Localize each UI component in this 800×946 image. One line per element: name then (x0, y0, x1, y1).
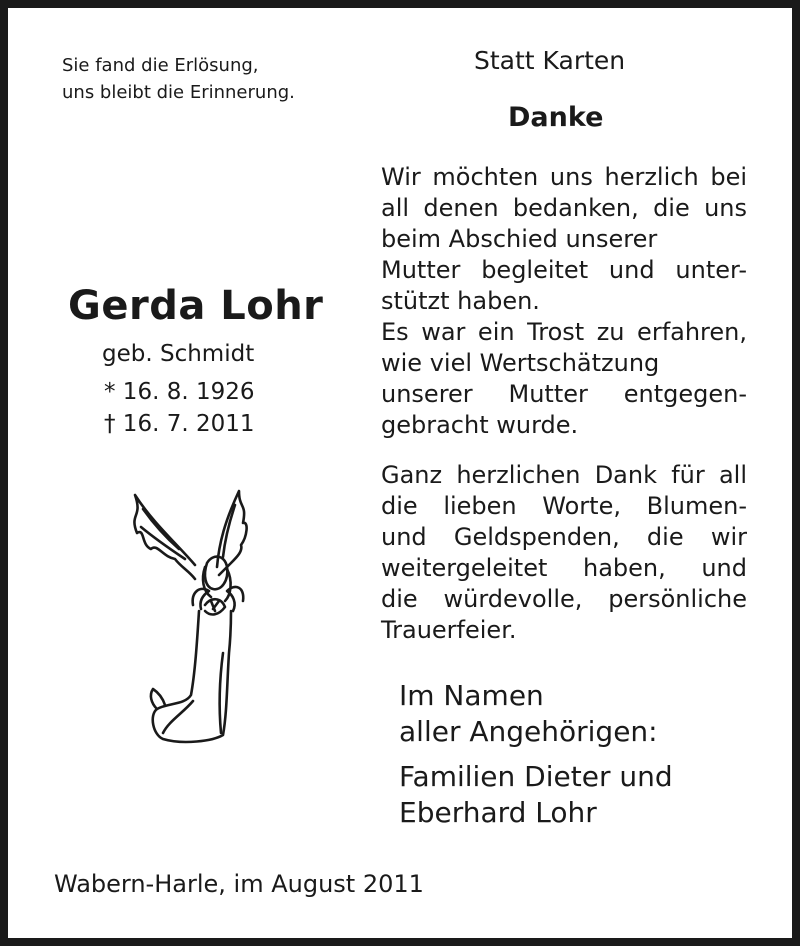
motto (62, 52, 295, 106)
statt-karten-heading: Statt Karten (474, 46, 626, 75)
death-date: † 16. 7. 2011 (104, 411, 255, 437)
paragraph-line: stützt haben. (381, 287, 540, 315)
paragraph-line: weitergeleitet haben, und (381, 554, 747, 582)
paragraph-line: Ganz herzlichen Dank für all (381, 461, 747, 489)
signature-line-2: aller Angehörigen: (399, 715, 658, 748)
paragraph-line: Mutter begleitet und unter- (381, 256, 747, 284)
danke-heading: Danke (508, 102, 604, 133)
paragraph-line: wie viel Wertschätzung (381, 349, 660, 377)
angel-icon (123, 483, 253, 753)
place-date: Wabern-Harle, im August 2011 (54, 870, 424, 898)
thanks-paragraph-2 (381, 460, 747, 646)
signature-line-3: Familien Dieter und (399, 760, 673, 793)
birth-date: * 16. 8. 1926 (104, 379, 255, 405)
paragraph-line: die lieben Worte, Blumen- (381, 492, 747, 520)
signature-line-4: Eberhard Lohr (399, 796, 597, 829)
motto-line-1: Sie fand die Erlösung, (62, 55, 259, 76)
paragraph-line: unserer Mutter entgegen- (381, 380, 747, 408)
thanks-paragraph-1 (381, 162, 747, 441)
signature-line-1: Im Namen (399, 679, 544, 712)
signature-families (399, 759, 673, 831)
paragraph-line: beim Abschied unserer (381, 225, 658, 253)
deceased-name: Gerda Lohr (68, 283, 324, 329)
paragraph-line: gebracht wurde. (381, 411, 579, 439)
signature-intro (399, 678, 658, 750)
paragraph-line: Es war ein Trost zu erfahren, (381, 318, 747, 346)
paragraph-line: Trauerfeier. (381, 616, 517, 644)
paragraph-line: Wir möchten uns herzlich bei (381, 163, 747, 191)
paragraph-line: und Geldspenden, die wir (381, 523, 747, 551)
paragraph-line: die würdevolle, persönliche (381, 585, 747, 613)
motto-line-2: uns bleibt die Erinnerung. (62, 82, 295, 103)
paragraph-line: all denen bedanken, die uns (381, 194, 747, 222)
maiden-name: geb. Schmidt (102, 341, 255, 367)
